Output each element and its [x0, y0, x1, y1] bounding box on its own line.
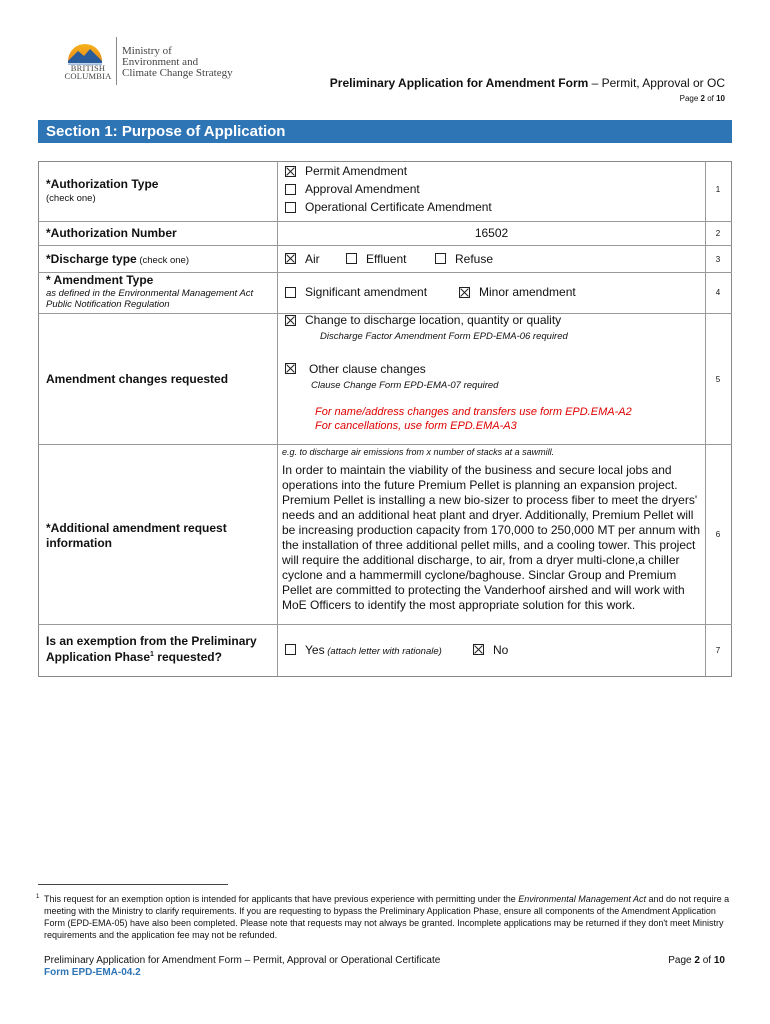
permit-amendment-label: Permit Amendment — [305, 164, 408, 178]
footer-page-number: Page 2 of 10 — [668, 955, 725, 966]
operational-certificate-label: Operational Certificate Amendment — [305, 200, 492, 214]
name-change-note: For name/address changes and transfers use form EPD.EMA-A2 — [315, 406, 632, 418]
effluent-checkbox[interactable] — [346, 253, 357, 264]
authorization-number-field[interactable]: 16502 — [474, 226, 509, 240]
footer-title: Preliminary Application for Amendment Form – Permit, Approval or Operational Certificate — [44, 955, 441, 966]
exemption-yes-checkbox[interactable] — [285, 644, 296, 655]
amendment-type-hint: Public Notification Regulation — [46, 299, 170, 310]
cancellation-note: For cancellations, use form EPD.EMA-A3 — [315, 420, 517, 432]
row-number: 4 — [715, 288, 721, 297]
row-number: 5 — [715, 375, 721, 384]
amendment-changes-label: Amendment changes requested — [46, 372, 229, 386]
row-divider — [38, 221, 732, 222]
air-checkbox[interactable] — [285, 253, 296, 264]
additional-info-label: information — [46, 536, 112, 550]
other-clause-label: Other clause changes — [309, 362, 426, 376]
section-title: Section 1: Purpose of Application — [38, 120, 732, 143]
approval-amendment-checkbox[interactable] — [285, 184, 296, 195]
air-label: Air — [305, 252, 320, 266]
effluent-label: Effluent — [366, 252, 407, 266]
exemption-no-label: No — [493, 643, 509, 657]
other-clause-checkbox[interactable] — [285, 363, 296, 374]
header-title: Preliminary Application for Amendment Form – Permit, Approval or OC — [329, 76, 725, 90]
row-number: 6 — [715, 530, 721, 539]
row-number: 1 — [715, 185, 721, 194]
permit-amendment-checkbox[interactable] — [285, 166, 296, 177]
refuse-checkbox[interactable] — [435, 253, 446, 264]
footer-form-id: Form EPD-EMA-04.2 — [44, 967, 141, 978]
change-discharge-note: Discharge Factor Amendment Form EPD-EMA-06 required — [320, 331, 568, 342]
exemption-label: Application Phase$^1$ requested? — [46, 650, 222, 664]
footnote: 1 This request for an exemption option is intended for applicants that have previous experience with permitting under the Environmental Management Act and do not require a meeting with the Ministry to clarify requirements. If you are requesting to bypass the Preliminary Application Phase, ensure all components of the Amendment Application Form (EPD-EMA-05) have also been completed. Please note that requests may not always be granted. Incomplete applications may be returned if they don't meet Ministry requirements and the application fee may not be refunded. — [36, 894, 730, 940]
other-clause-note: Clause Change Form EPD-EMA-07 required — [311, 380, 499, 391]
amendment-type-hint: as defined in the Environmental Management Act — [46, 288, 254, 299]
change-discharge-checkbox[interactable] — [285, 315, 296, 326]
additional-info-hint: e.g. to discharge air emissions from x number of stacks at a sawmill. — [282, 447, 555, 457]
footnote-rule — [38, 884, 228, 885]
authorization-number-label: *Authorization Number — [46, 226, 177, 240]
exemption-no-checkbox[interactable] — [473, 644, 484, 655]
amendment-type-label: * Amendment Type — [46, 273, 154, 287]
discharge-type-label: *Discharge type (check one) — [46, 252, 189, 266]
row-number: 2 — [715, 229, 721, 238]
row-divider — [38, 624, 732, 625]
row-number: 7 — [715, 646, 721, 655]
bc-wordmark: BRITISH COLUMBIA — [64, 63, 112, 81]
refuse-label: Refuse — [455, 252, 494, 266]
additional-info-label: *Additional amendment request — [46, 521, 227, 535]
approval-amendment-label: Approval Amendment — [305, 182, 420, 196]
significant-amendment-label: Significant amendment — [305, 285, 428, 299]
authorization-type-label: *Authorization Type — [46, 177, 159, 191]
column-divider — [705, 161, 706, 677]
ministry-name: Ministry of Environment and Climate Change Strategy — [122, 45, 233, 79]
minor-amendment-label: Minor amendment — [479, 285, 576, 299]
exemption-label: Is an exemption from the Preliminary — [46, 634, 257, 648]
minor-amendment-checkbox[interactable] — [459, 287, 470, 298]
change-discharge-label: Change to discharge location, quantity or quality — [305, 313, 562, 327]
operational-certificate-checkbox[interactable] — [285, 202, 296, 213]
header-page-number: Page 2 of 10 — [679, 94, 725, 103]
authorization-type-hint: (check one) — [46, 193, 96, 204]
additional-info-textarea[interactable]: In order to maintain the viability of the business and secure local jobs and operations into the future Premium Pellet is planning an expansion project. Premium Pellet is installing a new bio-sizer to process fiber to meet the dryers' needs and an additional heat plant and dryer. Additionally, Premium Pellet will be increasing production capacity from 170,000 to 250,000 MT per annum with the installation of three additional pellet mills, and a cooling tower. This project will require the additional discharge, to air, from a dryer multi-clone,a chiller cyclone and a hammermill cyclone/baghouse. Sinclar Group and Premium Pellet are committed to protecting the Vanderhoof airshed and will work with MoE Officers to identify the most appropriate solution for this work. — [282, 463, 701, 612]
exemption-yes-label: Yes (attach letter with rationale) — [305, 643, 442, 657]
row-number: 3 — [715, 255, 721, 264]
row-divider — [38, 444, 732, 445]
row-divider — [38, 245, 732, 246]
significant-amendment-checkbox[interactable] — [285, 287, 296, 298]
